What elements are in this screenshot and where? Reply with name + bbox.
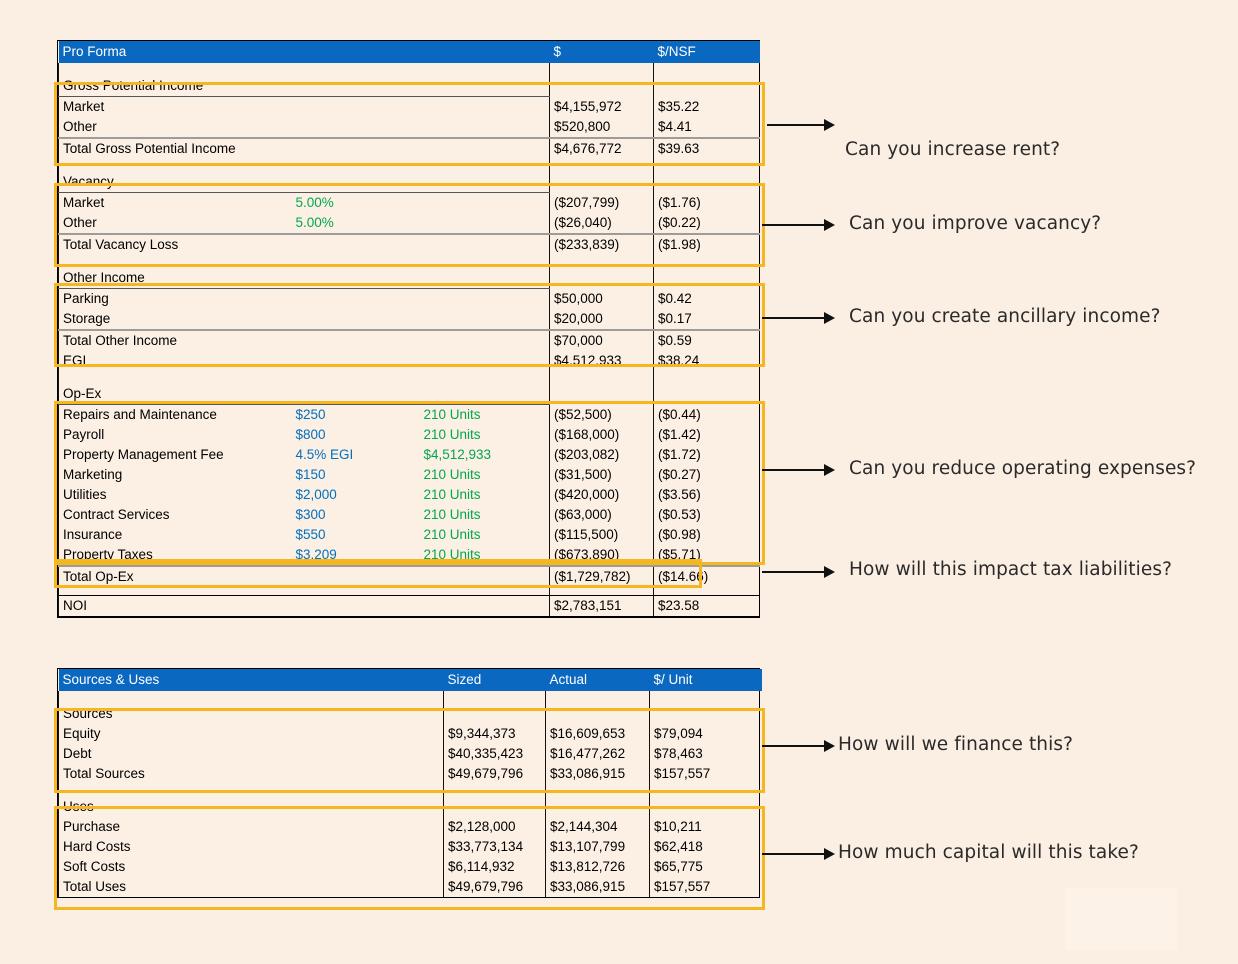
sources-total-unit: $157,557 — [650, 764, 762, 784]
pro-forma-title: Pro Forma — [59, 41, 292, 63]
sources-and-uses-table — [57, 668, 760, 898]
sources-title-row — [59, 704, 762, 724]
other-income-row-amount: $20,000 — [550, 309, 654, 330]
spacer-row — [59, 587, 760, 595]
opex-row-amount: ($63,000) — [550, 505, 654, 525]
table-row — [59, 744, 762, 764]
col-sized: Sized — [444, 669, 546, 691]
spacer-row — [59, 784, 762, 797]
sources-row-sized: $9,344,373 — [444, 724, 546, 744]
table-row — [59, 117, 760, 138]
callout-improve-vacancy: Can you improve vacancy? — [849, 213, 1102, 234]
callout-capital: How much capital will this take? — [838, 842, 1139, 863]
egi-row — [59, 351, 760, 371]
gpi-total-nsf: $39.63 — [654, 138, 760, 159]
sources-total-actual: $33,086,915 — [546, 764, 650, 784]
vacancy-total-amount: ($233,839) — [550, 234, 654, 255]
table-row — [59, 465, 760, 485]
uses-row-actual: $2,144,304 — [546, 817, 650, 837]
sources-total-row — [59, 764, 762, 784]
opex-row-amount: ($31,500) — [550, 465, 654, 485]
opex-row-nsf: ($5.71) — [654, 545, 760, 566]
opex-row-amount: ($168,000) — [550, 425, 654, 445]
gpi-row-label: Market — [59, 97, 292, 118]
noi-label: NOI — [59, 595, 292, 616]
noi-nsf: $23.58 — [654, 595, 760, 616]
table-row — [59, 485, 760, 505]
opex-total-label: Total Op-Ex — [59, 566, 292, 587]
uses-row-label: Soft Costs — [59, 857, 444, 877]
vacancy-row-amount: ($207,799) — [550, 193, 654, 214]
vacancy-total-row — [59, 234, 760, 255]
table-row — [59, 817, 762, 837]
table-row — [59, 97, 760, 118]
uses-row-unit: $65,775 — [650, 857, 762, 877]
vacancy-row-label: Other — [59, 213, 292, 234]
egi-amount: $4,512,933 — [550, 351, 654, 371]
gpi-total-label: Total Gross Potential Income — [59, 138, 292, 159]
opex-row-basis: $4,512,933 — [423, 447, 492, 462]
opex-row-nsf: ($1.42) — [654, 425, 760, 445]
callout-arrow-ancillary-income — [762, 311, 835, 325]
uses-row-unit: $10,211 — [650, 817, 762, 837]
vacancy-row-nsf: ($1.76) — [654, 193, 760, 214]
other-income-row-label: Storage — [59, 309, 292, 330]
opex-row-nsf: ($0.98) — [654, 525, 760, 545]
gpi-total-amount: $4,676,772 — [550, 138, 654, 159]
pro-forma-table — [57, 40, 760, 618]
uses-row-sized: $2,128,000 — [444, 817, 546, 837]
vacancy-total-label: Total Vacancy Loss — [59, 234, 292, 255]
opex-row-label: Property Management Fee — [59, 445, 292, 465]
opex-title-row — [59, 384, 760, 405]
sources-row-label: Debt — [59, 744, 444, 764]
opex-title: Op-Ex — [59, 384, 292, 405]
opex-row-basis: 210 Units — [423, 527, 481, 542]
sources-uses-header-row — [59, 669, 762, 691]
gpi-title: Gross Potential Income — [59, 76, 292, 97]
uses-row-actual: $13,812,726 — [546, 857, 650, 877]
gpi-row-amount: $520,800 — [550, 117, 654, 138]
callout-ancillary-income: Can you create ancillary income? — [849, 306, 1161, 327]
vacancy-title-row — [59, 172, 760, 193]
table-row — [59, 545, 760, 566]
sources-row-actual: $16,609,653 — [546, 724, 650, 744]
vacancy-row-amount: ($26,040) — [550, 213, 654, 234]
opex-row-rate: $150 — [295, 467, 326, 482]
uses-row-label: Hard Costs — [59, 837, 444, 857]
uses-row-sized: $33,773,134 — [444, 837, 546, 857]
noi-row — [59, 595, 760, 616]
opex-row-rate: 4.5% EGI — [295, 447, 354, 462]
sources-row-actual: $16,477,262 — [546, 744, 650, 764]
uses-title: Uses — [59, 797, 444, 817]
opex-row-label: Property Taxes — [59, 545, 292, 566]
callout-increase-rent: Can you increase rent? — [845, 139, 1061, 160]
opex-row-basis: 210 Units — [423, 507, 481, 522]
opex-row-nsf: ($0.27) — [654, 465, 760, 485]
opex-row-label: Insurance — [59, 525, 292, 545]
opex-total-row — [59, 566, 760, 587]
spacer-row — [59, 255, 760, 268]
other-income-row-nsf: $0.42 — [654, 289, 760, 310]
gpi-row-nsf: $35.22 — [654, 97, 760, 118]
spacer-row — [59, 371, 760, 384]
table-row — [59, 525, 760, 545]
col-actual: Actual — [546, 669, 650, 691]
other-income-total-amount: $70,000 — [550, 330, 654, 351]
uses-total-row — [59, 877, 762, 897]
spacer-row — [59, 691, 762, 704]
vacancy-row-label: Market — [59, 193, 292, 214]
egi-label: EGI — [59, 351, 292, 371]
table-row — [59, 724, 762, 744]
table-row — [59, 193, 760, 214]
opex-total-amount: ($1,729,782) — [550, 566, 654, 587]
table-row — [59, 309, 760, 330]
sources-row-unit: $79,094 — [650, 724, 762, 744]
other-income-total-row — [59, 330, 760, 351]
opex-row-nsf: ($3.56) — [654, 485, 760, 505]
vacancy-title: Vacancy — [59, 172, 292, 193]
vacancy-total-nsf: ($1.98) — [654, 234, 760, 255]
vacancy-row-rate: 5.00% — [295, 195, 334, 210]
opex-row-label: Marketing — [59, 465, 292, 485]
sources-title: Sources — [59, 704, 444, 724]
opex-row-basis: 210 Units — [423, 427, 481, 442]
opex-row-amount: ($203,082) — [550, 445, 654, 465]
pro-forma-col-dollar: $ — [550, 41, 654, 63]
sources-row-sized: $40,335,423 — [444, 744, 546, 764]
pro-forma-header-blank-2 — [420, 41, 550, 63]
opex-row-label: Utilities — [59, 485, 292, 505]
uses-row-sized: $6,114,932 — [444, 857, 546, 877]
table-row — [59, 857, 762, 877]
table-row — [59, 425, 760, 445]
callout-arrow-increase-rent — [767, 118, 835, 132]
other-income-row-nsf: $0.17 — [654, 309, 760, 330]
uses-row-actual: $13,107,799 — [546, 837, 650, 857]
callout-arrow-tax-liabilities — [762, 565, 835, 579]
sources-total-label: Total Sources — [59, 764, 444, 784]
callout-arrow-finance — [762, 739, 835, 753]
gpi-row-amount: $4,155,972 — [550, 97, 654, 118]
other-income-row-label: Parking — [59, 289, 292, 310]
opex-row-rate: $300 — [295, 507, 326, 522]
sources-row-unit: $78,463 — [650, 744, 762, 764]
vacancy-row-nsf: ($0.22) — [654, 213, 760, 234]
opex-row-label: Contract Services — [59, 505, 292, 525]
table-row — [59, 505, 760, 525]
opex-row-label: Repairs and Maintenance — [59, 405, 292, 426]
other-income-title-row — [59, 268, 760, 289]
callout-tax-liabilities: How will this impact tax liabilities? — [849, 559, 1172, 580]
gpi-row-nsf: $4.41 — [654, 117, 760, 138]
col-unit: $/ Unit — [650, 669, 762, 691]
uses-total-unit: $157,557 — [650, 877, 762, 897]
table-row — [59, 837, 762, 857]
opex-row-amount: ($420,000) — [550, 485, 654, 505]
sources-uses-title: Sources & Uses — [59, 669, 444, 691]
noi-amount: $2,783,151 — [550, 595, 654, 616]
opex-row-nsf: ($0.44) — [654, 405, 760, 426]
callout-finance: How will we finance this? — [838, 734, 1074, 755]
table-row — [59, 213, 760, 234]
opex-row-rate: $800 — [295, 427, 326, 442]
table-row — [59, 289, 760, 310]
table-row — [59, 445, 760, 465]
opex-row-basis: 210 Units — [423, 487, 481, 502]
opex-row-rate: $3,209 — [295, 547, 337, 562]
spacer-row — [59, 159, 760, 172]
pro-forma-header-blank-1 — [292, 41, 420, 63]
callout-arrow-capital — [762, 847, 835, 861]
opex-row-rate: $550 — [295, 527, 326, 542]
other-income-total-nsf: $0.59 — [654, 330, 760, 351]
opex-row-basis: 210 Units — [423, 407, 481, 422]
gpi-row-label: Other — [59, 117, 292, 138]
opex-row-amount: ($115,500) — [550, 525, 654, 545]
table-row — [59, 405, 760, 426]
opex-row-basis: 210 Units — [423, 467, 481, 482]
other-income-total-label: Total Other Income — [59, 330, 292, 351]
background-patch — [1065, 888, 1177, 950]
opex-row-nsf: ($1.72) — [654, 445, 760, 465]
pro-forma-header-row — [59, 41, 760, 63]
opex-row-basis: 210 Units — [423, 547, 481, 562]
uses-total-sized: $49,679,796 — [444, 877, 546, 897]
gpi-total-row — [59, 138, 760, 159]
gpi-title-row — [59, 76, 760, 97]
callout-arrow-reduce-opex — [762, 463, 835, 477]
callout-reduce-opex: Can you reduce operating expenses? — [849, 458, 1197, 479]
uses-total-actual: $33,086,915 — [546, 877, 650, 897]
other-income-title: Other Income — [59, 268, 292, 289]
opex-row-nsf: ($0.53) — [654, 505, 760, 525]
spacer-row — [59, 63, 760, 76]
callout-arrow-improve-vacancy — [762, 218, 835, 232]
uses-row-unit: $62,418 — [650, 837, 762, 857]
opex-row-label: Payroll — [59, 425, 292, 445]
opex-row-amount: ($52,500) — [550, 405, 654, 426]
opex-total-nsf: ($14.66) — [654, 566, 760, 587]
opex-row-rate: $2,000 — [295, 487, 337, 502]
other-income-row-amount: $50,000 — [550, 289, 654, 310]
pro-forma-col-nsf: $/NSF — [654, 41, 760, 63]
egi-nsf: $38.24 — [654, 351, 760, 371]
uses-title-row — [59, 797, 762, 817]
vacancy-row-rate: 5.00% — [295, 215, 334, 230]
uses-row-label: Purchase — [59, 817, 444, 837]
sources-total-sized: $49,679,796 — [444, 764, 546, 784]
opex-row-amount: ($673,890) — [550, 545, 654, 566]
sources-row-label: Equity — [59, 724, 444, 744]
opex-row-rate: $250 — [295, 407, 326, 422]
uses-total-label: Total Uses — [59, 877, 444, 897]
